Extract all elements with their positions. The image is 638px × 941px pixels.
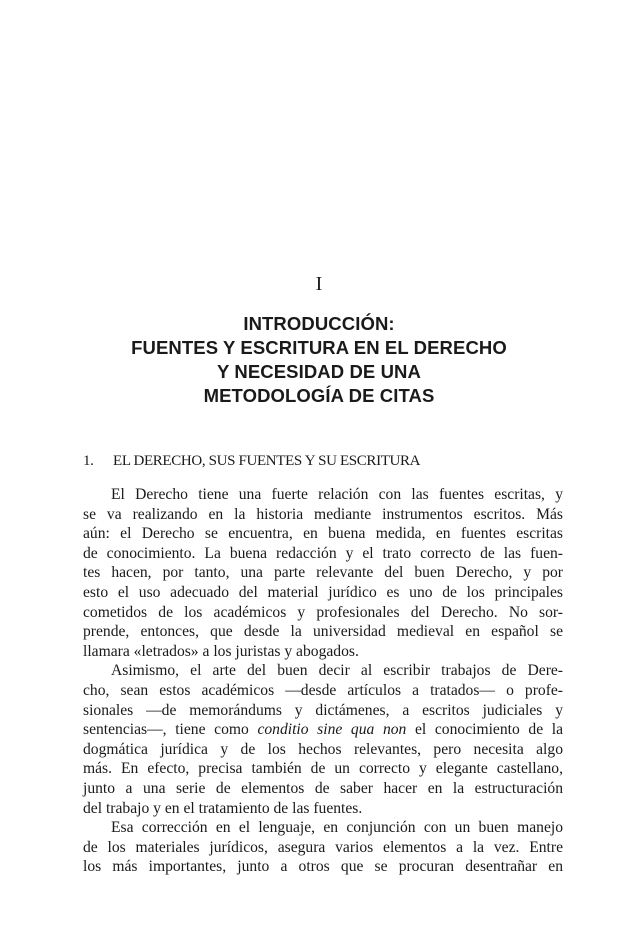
text-line: del trabajo y en el tratamiento de las fuentes. — [83, 799, 363, 817]
text-fragment: sentencias—, tiene como — [83, 721, 249, 739]
chapter-title-line: Y NECESIDAD DE UNA — [217, 361, 421, 382]
body-text — [83, 485, 563, 877]
text-line: Asimismo, el arte del buen decir al escribir trabajos de Dere- — [111, 662, 563, 680]
text-line: esto el uso adecuado del material jurídico es uno de los principales — [83, 583, 563, 601]
text-line: llamara «letrados» a los juristas y abogados. — [83, 642, 359, 660]
text-line: cho, sean estos académicos —desde artículos a tratados— o profe- — [83, 681, 563, 699]
section-heading — [83, 452, 563, 470]
text-line: tes hacen, por tanto, una parte relevante del buen Derecho, y por — [83, 564, 563, 582]
text-line: cometidos de los académicos y profesionales del Derecho. No sor- — [83, 603, 563, 621]
text-line: dogmática jurídica y de los hechos relevantes, pero necesita algo — [83, 740, 563, 758]
chapter-title — [60, 312, 578, 408]
text-line: junto a una serie de elementos de saber hacer en la estructuración — [83, 779, 563, 797]
chapter-title-line: INTRODUCCIÓN: — [243, 313, 395, 334]
text-line: más. En efecto, precisa también de un correcto y elegante castellano, — [83, 760, 563, 778]
text-line: de los materiales jurídicos, asegura varios elementos a la vez. Entre — [83, 838, 563, 856]
chapter-number: I — [315, 273, 323, 295]
section-title: EL DERECHO, SUS FUENTES Y SU ESCRITURA — [113, 453, 421, 469]
text-line: se va realizando en la historia mediante instrumentos escritos. Más — [83, 505, 563, 523]
text-line: aún: el Derecho se encuentra, en buena medida, en fuentes escritas — [83, 525, 563, 543]
text-line — [83, 720, 563, 740]
text-line: sionales —de memorándums y dictámenes, a escritos judiciales y — [83, 701, 563, 719]
text-line: El Derecho tiene una fuerte relación con las fuentes escritas, y — [111, 486, 563, 503]
text-fragment: el conocimiento de la — [415, 721, 564, 739]
paragraph — [83, 818, 563, 877]
paragraph — [83, 661, 563, 818]
chapter-title-line: FUENTES Y ESCRITURA EN EL DERECHO — [131, 337, 507, 358]
italic-phrase: conditio sine qua non — [257, 721, 407, 739]
text-line: los más importantes, junto a otros que se procuran desentrañar en — [83, 858, 563, 876]
paragraph — [83, 485, 563, 661]
chapter-title-line: METODOLOGÍA DE CITAS — [203, 385, 435, 406]
section-number: 1. — [83, 453, 94, 469]
text-line: de conocimiento. La buena redacción y el trato correcto de las fuen- — [83, 544, 563, 562]
text-line: prende, entonces, que desde la universidad medieval en español se — [83, 623, 563, 641]
text-line: Esa corrección en el lenguaje, en conjunción con un buen manejo — [111, 819, 563, 837]
